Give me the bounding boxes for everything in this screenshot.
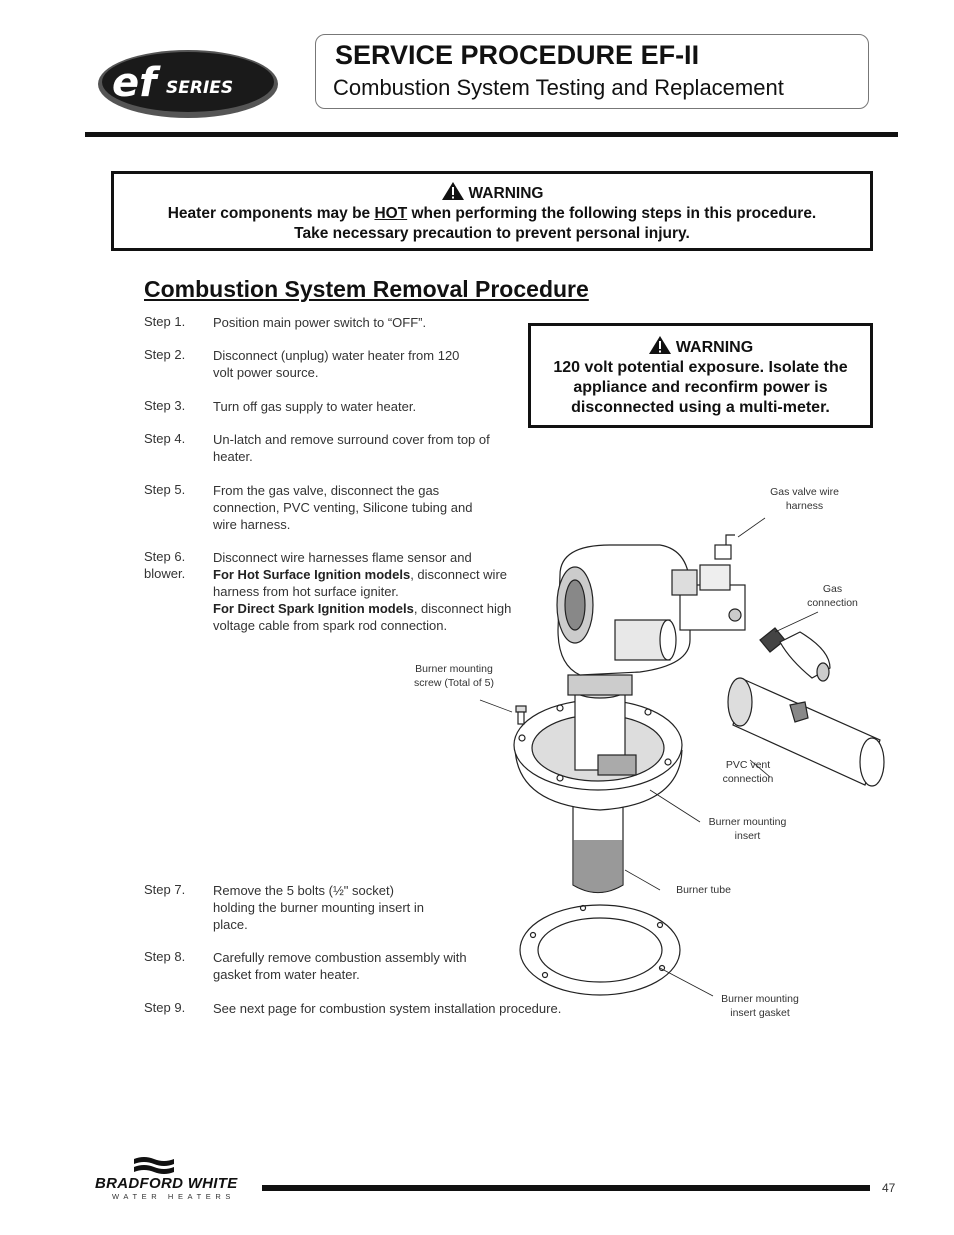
step-text: Turn off gas supply to water heater.	[213, 399, 417, 414]
bradford-white-flag-icon	[132, 1155, 182, 1177]
gas-connection-drawing	[760, 628, 830, 681]
mounting-screw-drawing	[516, 706, 526, 724]
callout-mounting-insert: Burner mounting insert	[708, 816, 787, 842]
gas-valve-drawing	[672, 565, 745, 630]
svg-text:ef: ef	[112, 60, 157, 106]
step-text: See next page for combustion system installation procedure.	[213, 1001, 562, 1016]
step-number: Step 2.	[144, 347, 186, 362]
combustion-system-diagram	[400, 480, 920, 1040]
ef-series-logo	[96, 44, 286, 124]
warning-triangle-icon	[441, 181, 465, 201]
warning-triangle-icon	[648, 335, 672, 355]
step-number: Step 9.	[144, 1000, 186, 1015]
step-number: Step 3.	[144, 398, 186, 413]
brand-name: BRADFORD WHITE	[95, 1175, 238, 1192]
warning-heading: WARNING	[675, 339, 754, 356]
warning-line-2: Take necessary precaution to prevent personal injury.	[294, 225, 690, 242]
page-number: 47	[882, 1181, 896, 1195]
callout-gas-valve-harness: Gas valve wire harness	[770, 486, 839, 512]
page-title: SERVICE PROCEDURE EF-II	[335, 40, 700, 70]
step-text: Carefully remove combustion assembly with gasket from water heater.	[213, 950, 467, 982]
step-number: Step 7.	[144, 882, 186, 897]
brand-tagline: WATER HEATERS	[112, 1192, 235, 1201]
burner-tube-drawing	[573, 800, 623, 893]
wire-harness-drawing	[715, 535, 735, 559]
step-text: Disconnect wire harnesses flame sensor and For Hot Surface Ignition models, disconnect wire harness from hot surface igniter. For Direct Spark Ignition models, disconnect high voltage cable from spark rod connection.	[213, 549, 543, 634]
callout-gas-connection: Gas connection	[807, 583, 858, 609]
callout-insert-gasket: Burner mounting insert gasket	[721, 993, 799, 1019]
dsi-instruction: For Direct Spark Ignition models, disconnect high voltage cable from spark rod connection.	[213, 601, 512, 633]
warning-box-hot	[111, 171, 873, 251]
step-text: Un-latch and remove surround cover from top of heater.	[213, 432, 490, 464]
svg-text:SERIES: SERIES	[166, 78, 234, 98]
step-text: Position main power switch to “OFF”.	[213, 315, 427, 330]
page-subtitle: Combustion System Testing and Replacement	[333, 75, 784, 100]
section-title: Combustion System Removal Procedure	[144, 276, 589, 302]
step-text: Disconnect (unplug) water heater from 120 volt power source.	[213, 348, 460, 380]
footer-rule	[262, 1185, 870, 1191]
header-rule	[85, 132, 898, 137]
blower-drawing	[557, 545, 690, 675]
warning-text: 120 volt potential exposure. Isolate the appliance and reconfirm power is disconnected using a multi-meter.	[553, 359, 848, 416]
hsi-instruction: For Hot Surface Ignition models, disconnect wire harness from hot surface igniter.	[213, 567, 508, 599]
step-number: Step 4.	[144, 431, 186, 446]
step-number: Step 5.	[144, 482, 186, 497]
step-number: Step 6.	[144, 549, 186, 564]
insert-gasket-drawing	[520, 905, 680, 995]
callout-pvc-vent: PVC vent connection	[722, 759, 774, 785]
warning-line-1: Heater components may be HOT when performing the following steps in this procedure.	[167, 205, 817, 222]
warning-box-voltage	[528, 323, 873, 428]
callout-mounting-screw: Burner mounting screw (Total of 5)	[414, 663, 494, 689]
warning-heading: WARNING	[468, 185, 544, 202]
step-text: From the gas valve, disconnect the gas connection, PVC venting, Silicone tubing and wire harness.	[213, 483, 473, 532]
step-text: Remove the 5 bolts (½" socket) holding the burner mounting insert in place.	[213, 883, 425, 932]
callout-burner-tube: Burner tube	[676, 884, 731, 896]
step-number-continued: blower.	[144, 566, 186, 581]
step-number: Step 8.	[144, 949, 186, 964]
step-number: Step 1.	[144, 314, 186, 329]
